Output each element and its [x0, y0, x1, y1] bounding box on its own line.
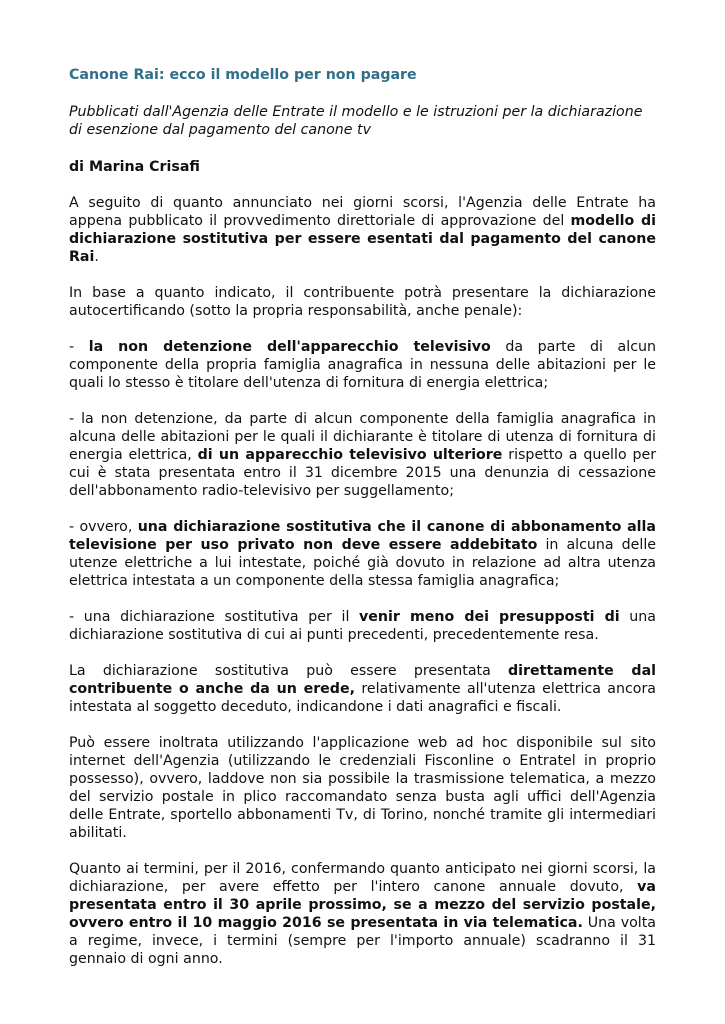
list-item-revocation: - una dichiarazione sostitutiva per il venir meno dei presupposti di una dichiarazione sostitutiva di cui ai punti precedenti, precedentemente resa. [69, 609, 656, 643]
paragraph-deadlines: Quanto ai termini, per il 2016, confermando quanto anticipato nei giorni scorsi, la dichiarazione, per avere effetto per l'intero canone annuale dovuto, va presentata entro il 30 aprile prossimo, se a mezzo del servizio postale, ovvero entro il 10 maggio 2016 se presentata in via telematica. Una volta a regime, invece, i termini (sempre per l'importo annuale) scadranno il 31 gennaio di ogni anno. [69, 861, 656, 967]
paragraph-basis: In base a quanto indicato, il contribuente potrà presentare la dichiarazione autocertificando (sotto la propria responsabilità, anche penale): [69, 285, 656, 319]
paragraph-how: Può essere inoltrata utilizzando l'applicazione web ad hoc disponibile sul sito internet dell'Agenzia (utilizzando le credenziali Fisconline o Entratel in proprio possesso), ovvero, laddove non sia possibile la trasmissione telematica, a mezzo del servizio postale in plico raccomandato senza busta agli uffici dell'Agenzia delle Entrate, sportello abbonamenti Tv, di Torino, nonché tramite gli intermediari abilitati. [69, 735, 656, 841]
list-item-additional-tv: - la non detenzione, da parte di alcun componente della famiglia anagrafica in alcuna delle abitazioni per le quali il dichiarante è titolare di utenza di fornitura di energia elettrica, di un apparecchio televisivo ulteriore rispetto a quello per cui è stata presentata entro il 31 dicembre 2015 una denunzia di cessazione dell'abbonamento radio-televisivo per suggellamento; [69, 411, 657, 499]
list-item-no-tv: - la non detenzione dell'apparecchio televisivo da parte di alcun componente della propria famiglia anagrafica in nessuna delle abitazioni per le quali lo stesso è titolare dell'utenza di fornitura di energia elettrica; [69, 339, 656, 391]
list-item-not-charged: - ovvero, una dichiarazione sostitutiva che il canone di abbonamento alla televisione per uso privato non deve essere addebitato in alcuna delle utenze elettriche a lui intestate, poiché già dovuto in relazione ad altra utenza elettrica intestata a un componente della stessa famiglia anagrafica; [69, 519, 656, 589]
document-page [69, 66, 656, 986]
paragraph-intro: A seguito di quanto annunciato nei giorni scorsi, l'Agenzia delle Entrate ha appena pubblicato il provvedimento direttoriale di approvazione del modello di dichiarazione sostitutiva per essere esentati dal pagamento del canone Rai. [69, 195, 656, 265]
paragraph-who: La dichiarazione sostitutiva può essere presentata direttamente dal contribuente o anche da un erede, relativamente all'utenza elettrica ancora intestata al soggetto deceduto, indicandone i dati anagrafici e fiscali. [69, 663, 657, 715]
article-title: Canone Rai: ecco il modello per non pagare [69, 67, 417, 83]
article-subtitle: Pubblicati dall'Agenzia delle Entrate il modello e le istruzioni per la dichiarazione di esenzione dal pagamento del canone tv [69, 104, 643, 138]
article-author: di Marina Crisafi [69, 159, 200, 175]
